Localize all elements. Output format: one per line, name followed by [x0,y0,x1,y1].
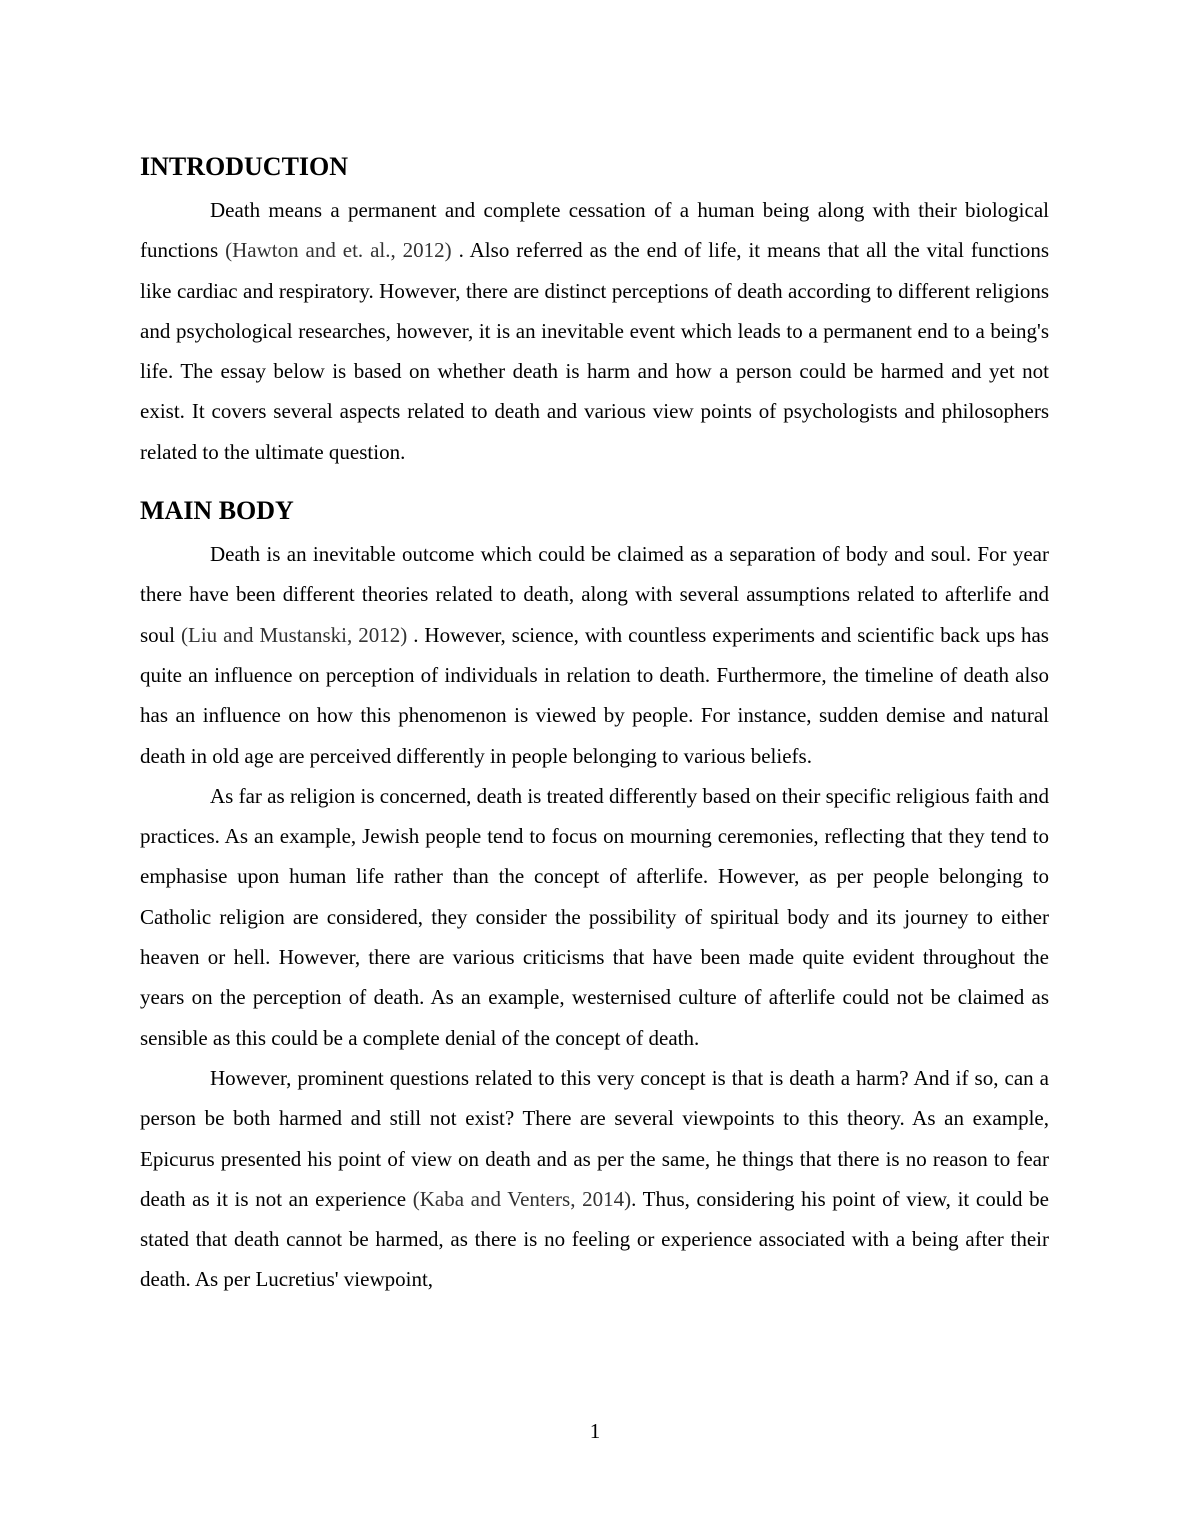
text-run: However, prominent questions related to this very concept is that is death a harm? And if so, can a person be both harmed and still not exist? There are several viewpoints to this theory. As an example, Epicurus presented his point of view on death and as per the same, he things that there is no reason to fear death as it is not an experience [140,1065,1049,1211]
intro-paragraph [140,190,1049,472]
document-body [140,150,1049,1300]
text-run: . Thus, considering his point of view, it could be stated that death cannot be harmed, as there is no feeling or experience associated with a being after their death. As per Lucretius' viewpoint, [140,1186,1049,1292]
text-run: . Also referred as the end of life, it means that all the vital functions like cardiac and respiratory. However, there are distinct perceptions of death according to different religions and psychological researches, however, it is an inevitable event which leads to a permanent end to a being's life. The essay below is based on whether death is harm and how a person could be harmed and yet not exist. It covers several aspects related to death and various view points of psychologists and philosophers related to the ultimate question. [140,238,1050,464]
citation: (Kaba and Venters, 2014) [412,1186,632,1211]
main-paragraph-3 [140,1058,1049,1300]
main-paragraph-2: As far as religion is concerned, death is treated differently based on their specific religious faith and practices. As an example, Jewish people tend to focus on mourning ceremonies, reflecting that they tend to emphasise upon human life rather than the concept of afterlife. However, as per people belonging to Catholic religion are considered, they consider the possibility of spiritual body and its journey to either heaven or hell. However, there are various criticisms that have been made quite evident throughout the years on the perception of death. As an example, westernised culture of afterlife could not be claimed as sensible as this could be a complete denial of the concept of death. [140,783,1049,1050]
citation: (Liu and Mustanski, 2012) [181,622,408,647]
text-run: Death is an inevitable outcome which could be claimed as a separation of body and soul. For year there have been different theories related to death, along with several assumptions related to afterlife and soul [140,542,1049,647]
page-number: 1 [589,1419,601,1443]
text-run: Death means a permanent and complete cessation of a human being along with their biological functions [140,198,1049,263]
main-paragraph-1 [140,534,1049,776]
citation: (Hawton and et. al., 2012) [225,238,452,263]
heading-main-body: MAIN BODY [140,496,294,526]
text-run: . However, science, with countless experiments and scientific back ups has quite an influence on perception of individuals in relation to death. Furthermore, the timeline of death also has an influence on how this phenomenon is viewed by people. For instance, sudden demise and natural death in old age are perceived differently in people belonging to various beliefs. [140,622,1049,768]
heading-introduction: INTRODUCTION [140,152,349,181]
